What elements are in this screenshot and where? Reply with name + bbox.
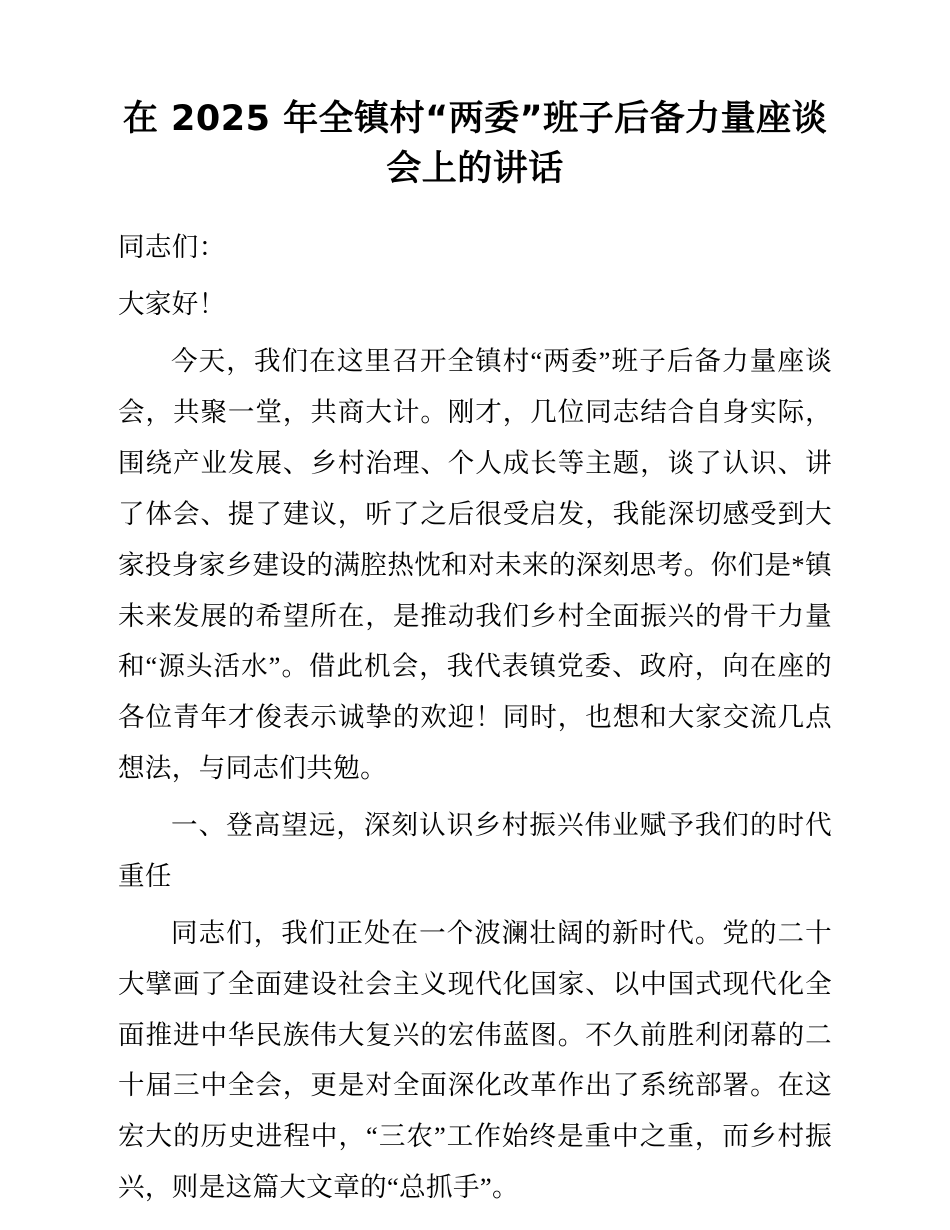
section-heading-one: 一、登高望远，深刻认识乡村振兴伟业赋予我们的时代重任 <box>118 810 832 891</box>
paragraph-salutation: 同志们： <box>118 232 226 263</box>
section-body-one: 同志们，我们正处在一个波澜壮阔的新时代。党的二十大擘画了全面建设社会主义现代化国家、以中国式现代化全面推进中华民族伟大复兴的宏伟蓝图。不久前胜利闭幕的二十届三中全会，更是对全面深化改革作出了系统部署。在这宏大的历史进程中，“三农”工作始终是重中之重，而乡村振兴，则是这篇大文章的“总抓手”。 <box>118 917 832 1203</box>
paragraph-opening: 今天，我们在这里召开全镇村“两委”班子后备力量座谈会，共聚一堂，共商大计。刚才，几位同志结合自身实际，围绕产业发展、乡村治理、个人成长等主题，谈了认识、讲了体会、提了建议，听了之后很受启发，我能深切感受到大家投身家乡建设的满腔热忱和对未来的深刻思考。你们是*镇未来发展的希望所在，是推动我们乡村全面振兴的骨干力量和“源头活水”。借此机会，我代表镇党委、政府，向在座的各位青年才俊表示诚挚的欢迎！同时，也想和大家交流几点想法，与同志们共勉。 <box>118 346 832 784</box>
paragraph-greeting: 大家好！ <box>118 289 226 320</box>
page-title: 在 2025 年全镇村“两委”班子后备力量座谈会上的讲话 <box>122 99 828 189</box>
